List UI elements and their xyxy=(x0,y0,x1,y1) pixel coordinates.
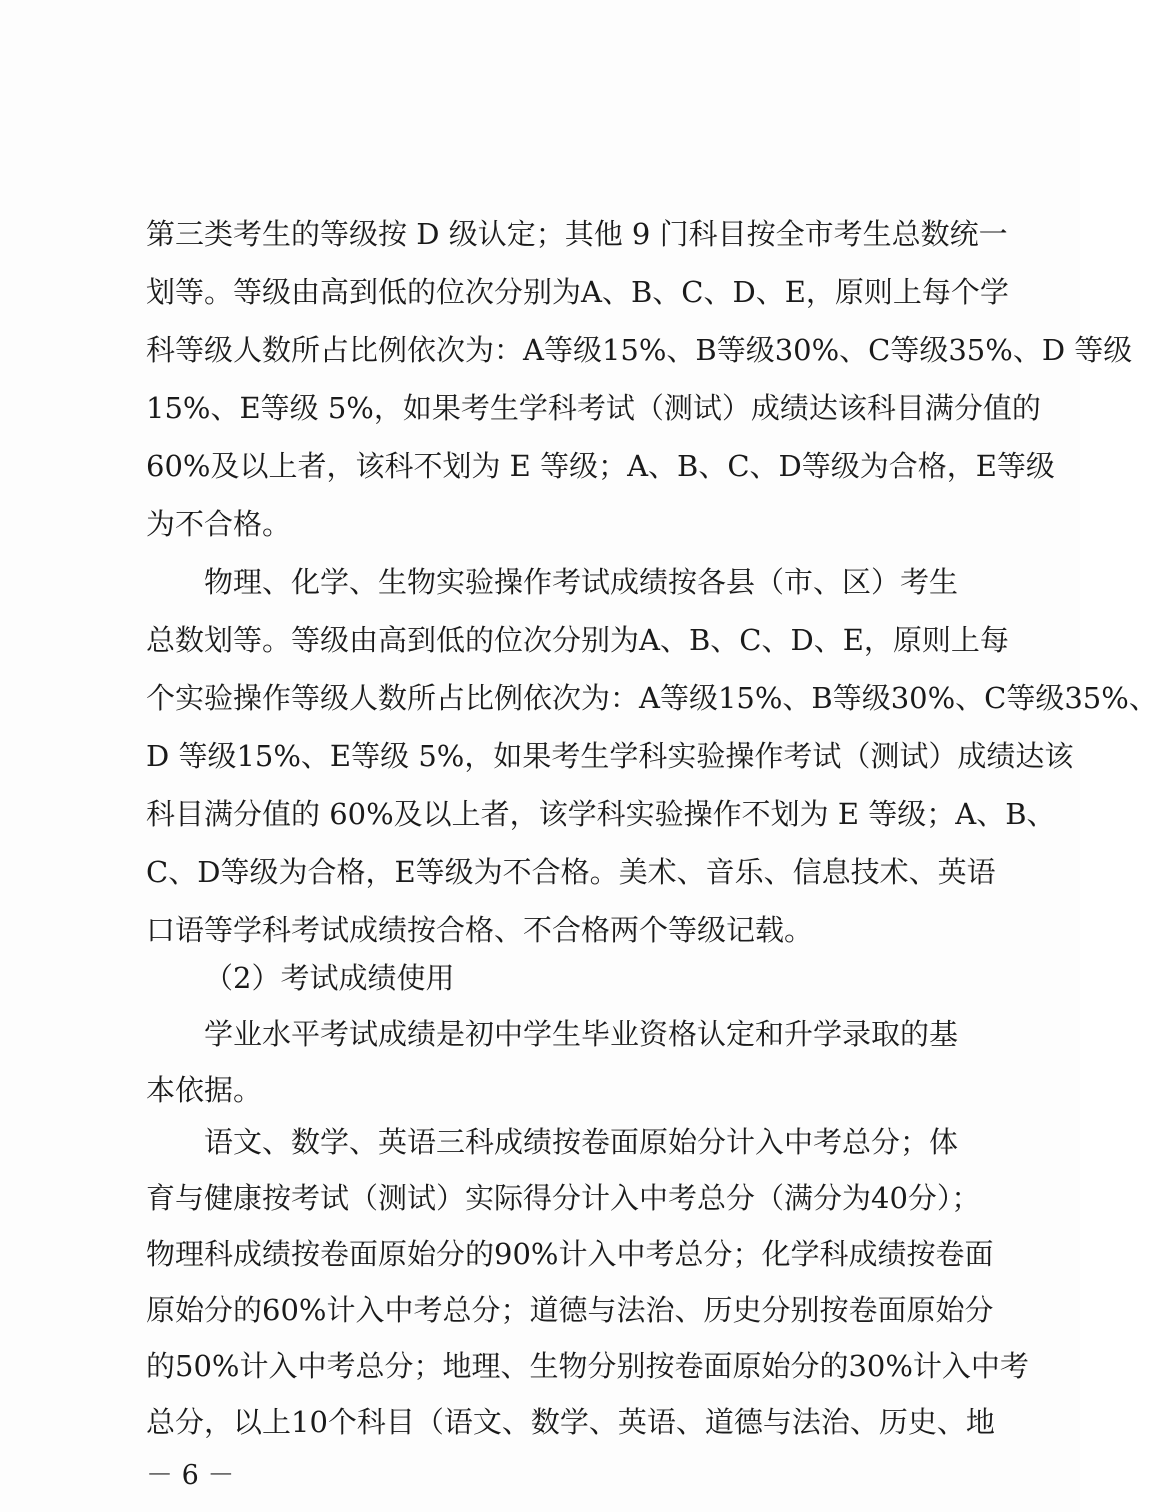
body-text-line: 的50%计入中考总分；地理、生物分别按卷面原始分的30%计入中考 xyxy=(146,1349,1029,1383)
body-text-line: 总数划等。等级由高到低的位次分别为A、B、C、D、E，原则上每 xyxy=(146,623,1009,657)
paragraph-first-line: 物理、化学、生物实验操作考试成绩按各县（市、区）考生 xyxy=(204,565,959,599)
body-text-line: 15%、E等级 5%，如果考生学科考试（测试）成绩达该科目满分值的 xyxy=(146,391,1041,425)
paragraph-first-line: 语文、数学、英语三科成绩按卷面原始分计入中考总分；体 xyxy=(204,1125,959,1159)
body-text-line: 本依据。 xyxy=(146,1073,263,1107)
body-text-line: 科目满分值的 60%及以上者，该学科实验操作不划为 E 等级；A、B、 xyxy=(146,797,1056,831)
section-heading: （2）考试成绩使用 xyxy=(204,961,455,995)
body-text-line: 划等。等级由高到低的位次分别为A、B、C、D、E，原则上每个学 xyxy=(146,275,1009,309)
body-text-line: 口语等学科考试成绩按合格、不合格两个等级记载。 xyxy=(146,913,814,947)
body-text-line: 总分，以上10个科目（语文、数学、英语、道德与法治、历史、地 xyxy=(146,1405,995,1439)
paragraph-first-line: 学业水平考试成绩是初中学生毕业资格认定和升学录取的基 xyxy=(204,1017,959,1051)
body-text-line: 第三类考生的等级按 D 级认定；其他 9 门科目按全市考生总数统一 xyxy=(146,217,1008,251)
body-text-line: 为不合格。 xyxy=(146,507,292,541)
body-text-line: 育与健康按考试（测试）实际得分计入中考总分（满分为40分）； xyxy=(146,1181,981,1215)
body-text-line: 60%及以上者，该科不划为 E 等级；A、B、C、D等级为合格，E等级 xyxy=(146,449,1055,483)
body-text-line: 个实验操作等级人数所占比例依次为：A等级15%、B等级30%、C等级35%、 xyxy=(146,681,1158,715)
page-number: － 6 － xyxy=(146,1460,235,1491)
body-text-line: 原始分的60%计入中考总分；道德与法治、历史分别按卷面原始分 xyxy=(146,1293,994,1327)
body-text-line: D 等级15%、E等级 5%，如果考生学科实验操作考试（测试）成绩达该 xyxy=(146,739,1074,773)
body-text-line: C、D等级为合格，E等级为不合格。美术、音乐、信息技术、英语 xyxy=(146,855,996,889)
body-text-line: 科等级人数所占比例依次为：A等级15%、B等级30%、C等级35%、D 等级 xyxy=(146,333,1133,367)
body-text-line: 物理科成绩按卷面原始分的90%计入中考总分；化学科成绩按卷面 xyxy=(146,1237,994,1271)
